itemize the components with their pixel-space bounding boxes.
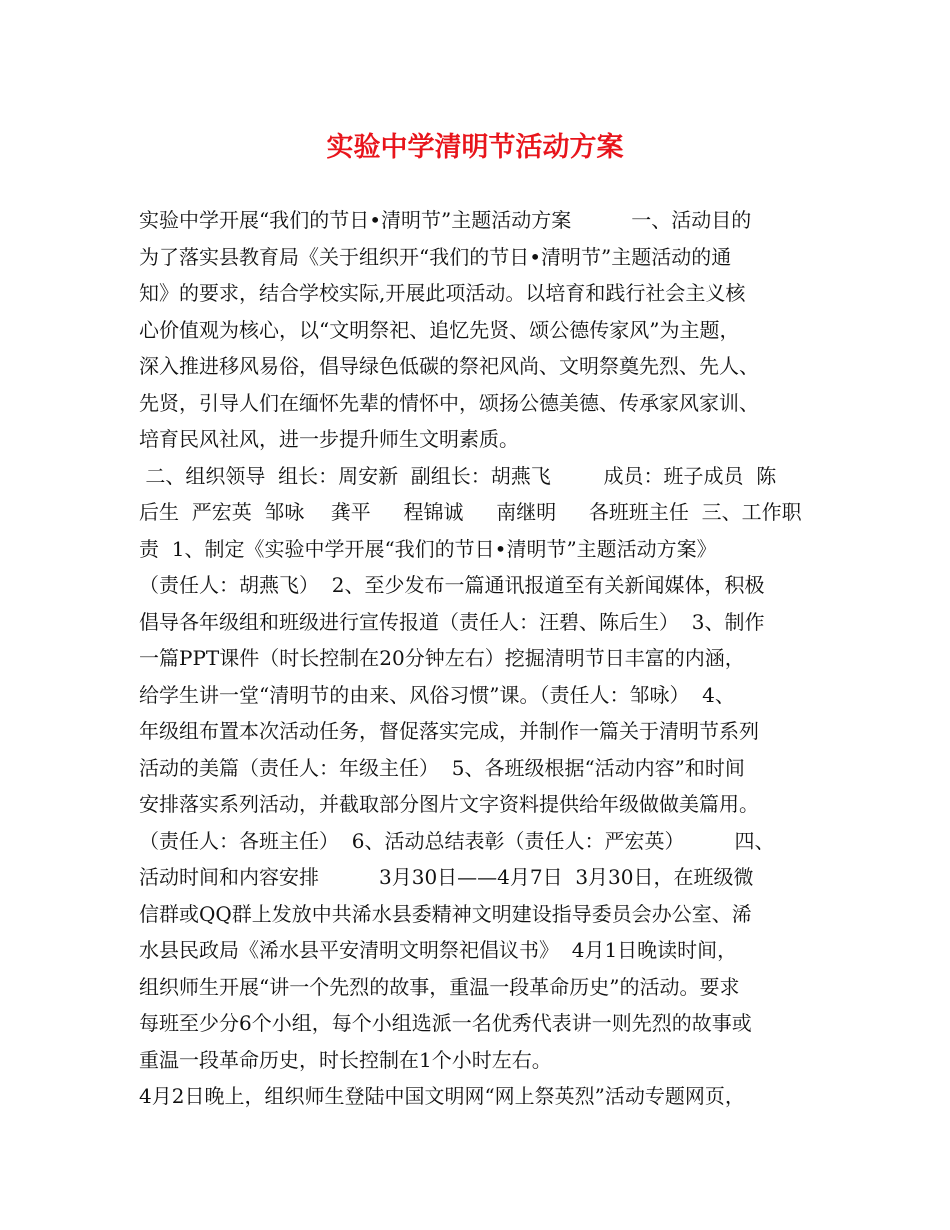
- body-line: 知》的要求，结合学校实际,开展此项活动。以培育和践行社会主义核: [139, 281, 746, 305]
- body-line: 信群或QQ群上发放中共浠水县委精神文明建设指导委员会办公室、浠: [139, 901, 752, 926]
- body-line: 安排落实系列活动，并截取部分图片文字资料提供给年级做做美篇用。: [139, 792, 759, 816]
- body-line: 重温一段革命历史，时长控制在1个小时左右。: [139, 1047, 552, 1072]
- document-body: [139, 202, 829, 1115]
- body-line: （责任人：胡燕飞） 2、至少发布一篇通讯报道至有关新闻媒体，积极: [139, 573, 765, 597]
- body-line: 实验中学开展“我们的节日•清明节”主题活动方案 一、活动目的: [139, 208, 752, 232]
- body-line: 活动时间和内容安排 3月30日——4月7日 3月30日，在班级微: [139, 865, 754, 889]
- body-line: 心价值观为核心，以“文明祭祀、追忆先贤、颂公德传家风”为主题，: [139, 317, 740, 342]
- body-line: 水县民政局《浠水县平安清明文明祭祀倡议书》 4月1日晚读时间，: [139, 938, 738, 962]
- body-line: 组织师生开展“讲一个先烈的故事，重温一段革命历史”的活动。要求: [139, 974, 740, 999]
- body-line: 每班至少分6个小组，每个小组选派一名优秀代表讲一则先烈的故事或: [139, 1011, 752, 1035]
- body-line: 一篇PPT课件（时长控制在20分钟左右）挖掘清明节日丰富的内涵，: [139, 646, 745, 670]
- body-line: 为了落实县教育局《关于组织开“我们的节日•清明节”主题活动的通: [139, 244, 732, 269]
- body-line: 后生 严宏英 邹咏 龚平 程锦诚 南继明 各班班主任 三、工作职: [139, 500, 802, 524]
- body-line: 年级组布置本次活动任务，督促落实完成，并制作一篇关于清明节系列: [139, 719, 759, 743]
- body-line: 深入推进移风易俗，倡导绿色低碳的祭祀风尚、文明祭奠先烈、先人、: [139, 354, 759, 378]
- body-line: 培育民风社风，进一步提升师生文明素质。: [139, 427, 519, 451]
- body-line: 活动的美篇（责任人：年级主任） 5、各班级根据“活动内容”和时间: [139, 755, 745, 780]
- body-line: 责 1、制定《实验中学开展“我们的节日•清明节”主题活动方案》: [139, 536, 717, 561]
- document-title: 实验中学清明节活动方案: [326, 132, 624, 163]
- body-line: （责任人：各班主任） 6、活动总结表彰（责任人：严宏英） 四、: [139, 828, 775, 853]
- body-line: 4月2日晚上，组织师生登陆中国文明网“网上祭英烈”活动专题网页，: [139, 1084, 745, 1108]
- body-line: 倡导各年级组和班级进行宣传报道（责任人：汪碧、陈后生） 3、制作: [139, 609, 765, 634]
- body-line: 先贤，引导人们在缅怀先辈的情怀中，颂扬公德美德、传承家风家训、: [139, 390, 759, 415]
- body-line: 二、组织领导 组长：周安新 副组长：胡燕飞 成员：班子成员 陈: [139, 463, 777, 488]
- body-line: 给学生讲一堂“清明节的由来、风俗习惯”课。（责任人：邹咏） 4、: [139, 682, 735, 707]
